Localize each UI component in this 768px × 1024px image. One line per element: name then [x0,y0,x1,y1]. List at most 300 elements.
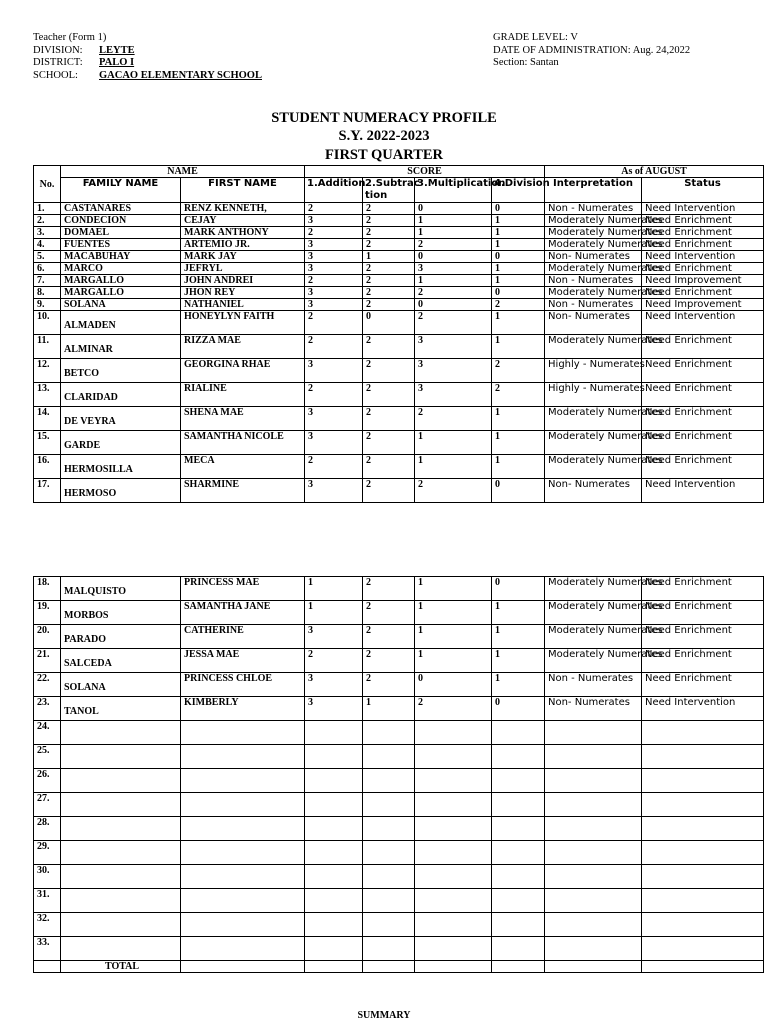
interpretation-cell [545,865,642,889]
interpretation-cell [545,889,642,913]
interpretation-cell [545,721,642,745]
subtraction-score [363,841,415,865]
interpretation-cell: Moderately Numerates [545,649,642,673]
interpretation-cell: Non- Numerates [545,311,642,335]
division-score: 0 [492,251,545,263]
division-score: 1 [492,311,545,335]
subtraction-score [363,865,415,889]
addition-score: 2 [305,383,363,407]
grade-level: GRADE LEVEL: V [493,32,578,43]
first-name-cell [181,841,305,865]
first-name-cell [181,817,305,841]
addition-score: 3 [305,673,363,697]
interpretation-cell: Non - Numerates [545,275,642,287]
profile-table-page2 [33,576,764,973]
family-name-text: SOLANA [64,682,106,693]
first-name-cell: SAMANTHA NICOLE [181,431,305,455]
addition-score: 3 [305,287,363,299]
division-score [492,841,545,865]
interpretation-cell: Moderately Numerates [545,455,642,479]
table-row [34,407,764,431]
interpretation-cell: Non- Numerates [545,697,642,721]
subtraction-score: 1 [363,697,415,721]
first-name-cell [181,721,305,745]
division-score: 0 [492,697,545,721]
row-number: 3. [34,227,61,239]
interpretation-cell: Moderately Numerates [545,215,642,227]
status-cell: Need Enrichment [642,431,764,455]
family-name-text: BETCO [64,368,100,379]
first-name-cell: PRINCESS MAE [181,577,305,601]
interpretation-cell [545,841,642,865]
status-cell: Need Intervention [642,311,764,335]
family-name-cell [61,745,181,769]
division-score [492,793,545,817]
interpretation-cell: Moderately Numerates [545,227,642,239]
row-number: 8. [34,287,61,299]
row-number: 10. [34,311,61,335]
division-score: 1 [492,275,545,287]
family-name-text: PARADO [64,634,107,645]
division-score [492,769,545,793]
first-name-cell: CEJAY [181,215,305,227]
division-score: 1 [492,649,545,673]
addition-score: 3 [305,431,363,455]
first-name-cell: KIMBERLY [181,697,305,721]
family-name-cell [61,721,181,745]
multiplication-score [415,841,492,865]
row-number: 33. [34,937,61,961]
table-row [34,431,764,455]
row-number: 21. [34,649,61,673]
subtraction-score [363,937,415,961]
status-cell [642,865,764,889]
row-number: 6. [34,263,61,275]
addition-score [305,721,363,745]
division-score [492,745,545,769]
family-name-cell [61,937,181,961]
first-name-cell: JOHN ANDREI [181,275,305,287]
subtraction-score: 2 [363,431,415,455]
family-name-text: ALMADEN [64,320,116,331]
row-number: 23. [34,697,61,721]
status-cell [642,913,764,937]
first-name-cell [181,889,305,913]
division-score: 2 [492,359,545,383]
multiplication-score [415,817,492,841]
multiplication-score: 1 [415,455,492,479]
subtraction-score [363,769,415,793]
division-value: LEYTE [99,44,135,56]
table-row [34,889,764,913]
addition-score: 2 [305,311,363,335]
status-cell: Need Intervention [642,251,764,263]
subtraction-score [363,913,415,937]
interpretation-cell: Non - Numerates [545,673,642,697]
total-label: TOTAL [61,961,181,973]
row-number: 20. [34,625,61,649]
interpretation-cell: Moderately Numerates [545,335,642,359]
family-name-text: MORBOS [64,610,109,621]
table-row [34,913,764,937]
col-multiplication: 3.Multiplication [415,178,492,203]
multiplication-score [415,793,492,817]
division-score: 2 [492,383,545,407]
row-number: 13. [34,383,61,407]
multiplication-score: 0 [415,251,492,263]
addition-score: 2 [305,335,363,359]
family-name-cell [61,817,181,841]
status-cell: Need Enrichment [642,625,764,649]
family-name-cell: MARGALLO [61,287,181,299]
section: Section: Santan [493,57,559,69]
col-first-name: FIRST NAME [181,178,305,203]
family-name-cell: CONDECION [61,215,181,227]
table-row [34,203,764,215]
family-name-text [64,745,180,754]
row-number: 19. [34,601,61,625]
subtraction-score [363,889,415,913]
first-name-cell: MECA [181,455,305,479]
status-cell [642,793,764,817]
family-name-cell: MARGALLO [61,275,181,287]
multiplication-score: 1 [415,275,492,287]
family-name-text [64,721,180,730]
addition-score: 3 [305,299,363,311]
interpretation-cell [545,745,642,769]
subtraction-score: 2 [363,625,415,649]
status-cell: Need Enrichment [642,455,764,479]
profile-table-page1 [33,165,764,503]
status-cell: Need Enrichment [642,673,764,697]
addition-score [305,841,363,865]
col-division: 4.Division [492,178,545,203]
addition-score: 3 [305,251,363,263]
family-name-text [64,793,180,802]
division-score: 1 [492,227,545,239]
row-number: 15. [34,431,61,455]
family-name-cell: MARCO [61,263,181,275]
col-interpretation: Interpretation [545,178,642,203]
interpretation-cell: Moderately Numerates [545,601,642,625]
addition-score [305,865,363,889]
addition-score: 3 [305,359,363,383]
first-name-cell [181,913,305,937]
family-name-cell [61,407,181,431]
addition-score [305,793,363,817]
interpretation-cell: Moderately Numerates [545,431,642,455]
status-cell: Need Intervention [642,697,764,721]
subtraction-score: 2 [363,227,415,239]
subtraction-score: 2 [363,263,415,275]
division-score [492,937,545,961]
division-score: 1 [492,407,545,431]
multiplication-score [415,913,492,937]
row-number: 14. [34,407,61,431]
interpretation-cell: Non - Numerates [545,299,642,311]
status-cell [642,769,764,793]
first-name-cell: RENZ KENNETH, [181,203,305,215]
col-family-name: FAMILY NAME [61,178,181,203]
multiplication-score: 0 [415,203,492,215]
multiplication-score: 1 [415,601,492,625]
multiplication-score: 2 [415,287,492,299]
row-number: 22. [34,673,61,697]
status-cell: Need Enrichment [642,577,764,601]
addition-score: 3 [305,263,363,275]
table-row [34,793,764,817]
status-cell: Need Enrichment [642,263,764,275]
family-name-text [64,841,180,850]
table-row [34,601,764,625]
row-number: 28. [34,817,61,841]
addition-score: 2 [305,455,363,479]
first-name-cell: SHENA MAE [181,407,305,431]
family-name-text [64,937,180,946]
table-row [34,383,764,407]
row-number: 4. [34,239,61,251]
addition-score: 3 [305,625,363,649]
table-row [34,649,764,673]
addition-score: 3 [305,479,363,503]
first-name-cell: PRINCESS CHLOE [181,673,305,697]
family-name-cell [61,311,181,335]
subtraction-score: 0 [363,311,415,335]
first-name-cell: RIALINE [181,383,305,407]
addition-score [305,769,363,793]
multiplication-score: 0 [415,299,492,311]
table-row [34,275,764,287]
row-number: 11. [34,335,61,359]
row-number: 31. [34,889,61,913]
first-name-cell: GEORGINA RHAE [181,359,305,383]
division-score: 1 [492,239,545,251]
addition-score: 1 [305,601,363,625]
family-name-text: DE VEYRA [64,416,116,427]
interpretation-cell: Moderately Numerates [545,577,642,601]
interpretation-cell [545,793,642,817]
division-score: 2 [492,299,545,311]
interpretation-cell: Moderately Numerates [545,625,642,649]
title-profile: STUDENT NUMERACY PROFILE [271,110,497,126]
first-name-cell [181,865,305,889]
multiplication-score: 2 [415,479,492,503]
table-row [34,769,764,793]
addition-score [305,937,363,961]
family-name-cell [61,455,181,479]
multiplication-score [415,865,492,889]
family-name-text: TANOL [64,706,99,717]
multiplication-score: 1 [415,431,492,455]
family-name-cell [61,889,181,913]
status-cell: Need Enrichment [642,649,764,673]
table-row [34,841,764,865]
school-line: SCHOOL: GACAO ELEMENTARY SCHOOL [33,69,262,81]
addition-score: 2 [305,275,363,287]
interpretation-cell: Non - Numerates [545,203,642,215]
row-number: 17. [34,479,61,503]
division-score [492,865,545,889]
header-left [33,32,262,82]
family-name-text: MALQUISTO [64,586,127,597]
family-name-text [64,817,180,826]
multiplication-score [415,745,492,769]
status-cell: Need Enrichment [642,601,764,625]
subtraction-score: 2 [363,215,415,227]
subtraction-score: 2 [363,479,415,503]
family-name-cell [61,673,181,697]
division-score: 1 [492,455,545,479]
subtraction-score: 1 [363,251,415,263]
division-score: 1 [492,625,545,649]
table-row [34,335,764,359]
row-number: 18. [34,577,61,601]
first-name-cell: MARK ANTHONY [181,227,305,239]
row-number: 29. [34,841,61,865]
family-name-text [64,769,180,778]
first-name-cell: JHON REY [181,287,305,299]
subtraction-score: 2 [363,383,415,407]
first-name-cell [181,769,305,793]
title-school-year: S.Y. 2022-2023 [338,128,430,144]
status-cell [642,745,764,769]
interpretation-cell: Moderately Numerates [545,263,642,275]
subtraction-score: 2 [363,203,415,215]
table-row [34,865,764,889]
table-row [34,287,764,299]
col-status: Status [642,178,764,203]
family-name-cell [61,913,181,937]
addition-score: 1 [305,577,363,601]
family-name-cell [61,697,181,721]
first-name-cell: CATHERINE [181,625,305,649]
status-cell: Need Enrichment [642,407,764,431]
total-row [34,961,764,973]
division-score: 1 [492,263,545,275]
interpretation-cell: Highly - Numerates [545,383,642,407]
multiplication-score: 2 [415,311,492,335]
interpretation-cell: Moderately Numerates [545,287,642,299]
table-row [34,455,764,479]
row-number: 16. [34,455,61,479]
table-row [34,721,764,745]
first-name-cell: SAMANTHA JANE [181,601,305,625]
col-subtraction: 2.Subtrac tion [363,178,415,203]
family-name-text: HERMOSILLA [64,464,133,475]
family-name-text [64,913,180,922]
interpretation-cell [545,817,642,841]
interpretation-cell: Moderately Numerates [545,239,642,251]
addition-score: 3 [305,407,363,431]
subtraction-score [363,817,415,841]
division-score: 1 [492,215,545,227]
family-name-cell [61,601,181,625]
table-row [34,625,764,649]
first-name-cell: JESSA MAE [181,649,305,673]
status-cell: Need Enrichment [642,383,764,407]
family-name-cell: FUENTES [61,239,181,251]
status-cell [642,721,764,745]
header-right [493,32,690,70]
addition-score [305,745,363,769]
family-name-text: ALMINAR [64,344,113,355]
status-cell: Need Enrichment [642,227,764,239]
multiplication-score: 3 [415,263,492,275]
table-row [34,817,764,841]
title-quarter: FIRST QUARTER [324,147,444,163]
family-name-text [64,889,180,898]
subtraction-score: 2 [363,649,415,673]
first-name-cell [181,745,305,769]
status-cell: Need Enrichment [642,215,764,227]
status-cell: Need Enrichment [642,335,764,359]
subtraction-score: 2 [363,407,415,431]
table-row [34,745,764,769]
row-number: 26. [34,769,61,793]
subtraction-score [363,721,415,745]
teacher-line: Teacher (Form 1) [33,32,107,43]
family-name-text [64,865,180,874]
addition-score: 2 [305,203,363,215]
table-row [34,577,764,601]
row-number: 27. [34,793,61,817]
multiplication-score [415,721,492,745]
addition-score: 3 [305,239,363,251]
addition-score [305,817,363,841]
multiplication-score: 1 [415,215,492,227]
multiplication-score: 1 [415,577,492,601]
subtraction-score: 2 [363,673,415,697]
first-name-cell: HONEYLYN FAITH [181,311,305,335]
table-row [34,479,764,503]
subtraction-score: 2 [363,577,415,601]
division-score [492,889,545,913]
multiplication-score: 1 [415,227,492,239]
family-name-cell [61,769,181,793]
table-row [34,299,764,311]
first-name-cell [181,937,305,961]
row-number: 1. [34,203,61,215]
table-row [34,227,764,239]
interpretation-cell [545,769,642,793]
table-row [34,359,764,383]
multiplication-score: 3 [415,383,492,407]
division-score: 0 [492,577,545,601]
multiplication-score: 1 [415,625,492,649]
row-number: 2. [34,215,61,227]
col-score: SCORE [305,166,545,178]
family-name-cell: SOLANA [61,299,181,311]
division-line: DIVISION: LEYTE [33,44,135,56]
multiplication-score [415,769,492,793]
row-number: 30. [34,865,61,889]
interpretation-cell: Non- Numerates [545,479,642,503]
division-score: 0 [492,203,545,215]
first-name-cell: MARK JAY [181,251,305,263]
table-row [34,311,764,335]
family-name-cell: CASTANARES [61,203,181,215]
subtraction-score: 2 [363,275,415,287]
addition-score [305,889,363,913]
addition-score [305,913,363,937]
subtraction-score: 2 [363,287,415,299]
interpretation-cell [545,913,642,937]
table-row [34,263,764,275]
interpretation-cell: Moderately Numerates [545,407,642,431]
family-name-cell [61,625,181,649]
status-cell: Need Intervention [642,479,764,503]
interpretation-cell [545,937,642,961]
